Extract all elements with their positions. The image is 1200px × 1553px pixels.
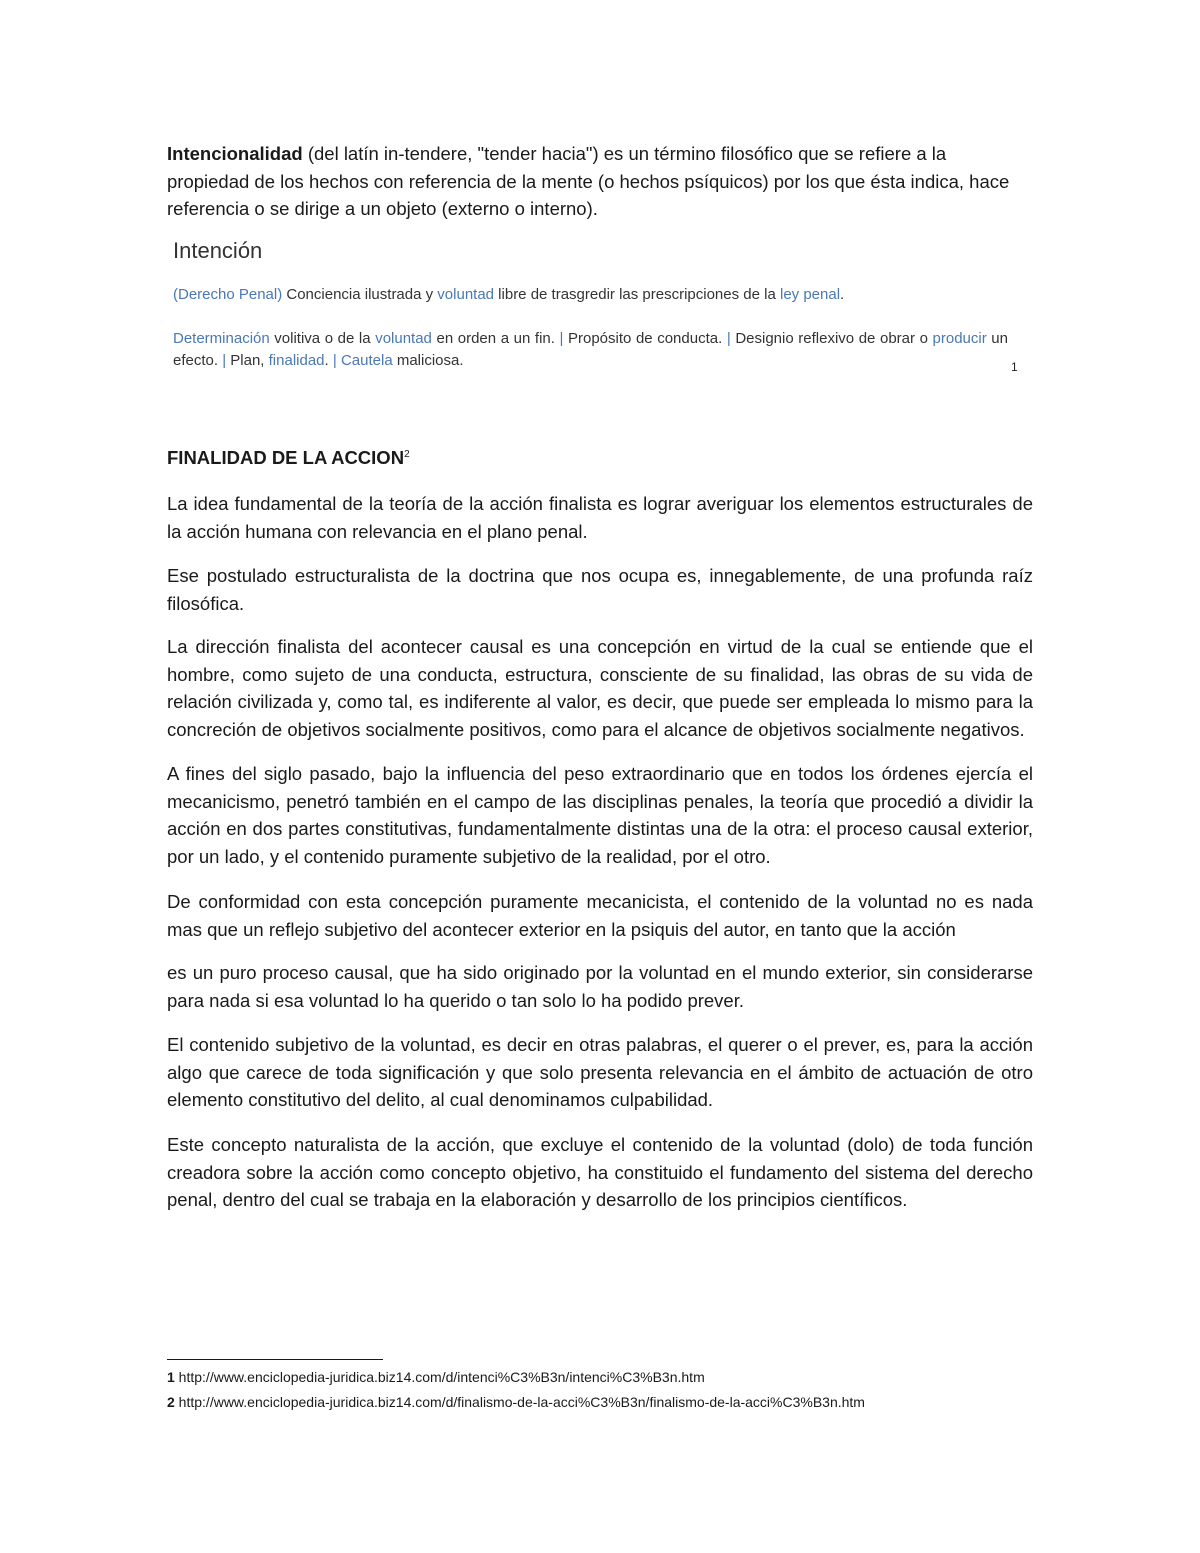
heading-text: FINALIDAD DE LA ACCION <box>167 447 405 468</box>
dictionary-definition-2 <box>173 328 1008 372</box>
footnote-link[interactable]: http://www.enciclopedia-juridica.biz14.com/d/finalismo-de-la-acci%C3%B3n/finalismo-de-la-acci%C3%B3n.htm <box>174 1394 865 1410</box>
def2-text-5: un efecto. <box>173 330 1008 369</box>
paragraph-8: Este concepto naturalista de la acción, que excluye el contenido de la voluntad (dolo) de toda función creadora sobre la acción como concepto objetivo, ha constituido el fundamento del sistema del derecho penal, dentro del cual se trabaja en la elaboración y desarrollo de los principios científicos. <box>167 1134 1033 1210</box>
link-ley-penal[interactable]: ley penal <box>779 286 841 303</box>
link-voluntad[interactable]: voluntad <box>437 286 495 303</box>
intro-text: (del latín in-tendere, "tender hacia") es un término filosófico que se refiere a la propiedad de los hechos con referencia de la mente (o hechos psíquicos) por los que ésta indica, hace referencia o se dirige a un objeto (externo o interno). <box>167 143 1010 219</box>
def2-text-2: en orden a un fin. <box>431 330 560 347</box>
def2-text-4: Designio reflexivo de obrar o <box>730 330 933 347</box>
separator: | <box>332 352 337 369</box>
link-determinacion[interactable]: Determinación <box>173 330 270 347</box>
dictionary-screenshot <box>173 238 1013 369</box>
footnote-marker-1: 1 <box>1011 360 1018 374</box>
paragraph-6: es un puro proceso causal, que ha sido originado por la voluntad en el mundo exterior, sin considerarse para nada si esa voluntad lo ha querido o tan solo lo ha podido prever. <box>167 962 1033 1011</box>
paragraph-4: A fines del siglo pasado, bajo la influencia del peso extraordinario que en todos los órdenes ejercía el mecanicismo, penetró también en el campo de las disciplinas penales, la teoría que procedió a dividir la acción en dos partes constitutivas, fundamentalmente distintas una de la otra: el proceso causal exterior, por un lado, y el contenido puramente subjetivo de la realidad, por el otro. <box>167 763 1033 867</box>
footnote-2 <box>167 1394 865 1410</box>
intro-paragraph <box>167 140 1033 223</box>
dictionary-definition-1 <box>173 284 1008 306</box>
link-derecho-penal[interactable]: (Derecho Penal) <box>173 286 283 303</box>
section-heading <box>167 447 410 469</box>
def2-text-7: . <box>324 352 333 369</box>
footnote-1 <box>167 1369 705 1385</box>
footnote-number: 2 <box>167 1394 175 1410</box>
paragraph-5: De conformidad con esta concepción puramente mecanicista, el contenido de la voluntad no es nada mas que un reflejo subjetivo del acontecer exterior en la psiquis del autor, en tanto que la acción <box>167 891 1033 940</box>
def1-text-3: . <box>840 286 845 303</box>
def2-text-6: Plan, <box>226 352 269 369</box>
paragraph-7: El contenido subjetivo de la voluntad, es decir en otras palabras, el querer o el prever, es, para la acción algo que carece de toda significación y que solo presenta relevancia en el ámbito de actuación de otro elemento constitutivo del delito, al cual denominamos culpabilidad. <box>167 1034 1033 1110</box>
def1-text-2: libre de trasgredir las prescripciones de la <box>494 286 780 303</box>
link-producir[interactable]: producir <box>932 330 987 347</box>
intro-term: Intencionalidad <box>167 143 303 164</box>
paragraph-3: La dirección finalista del acontecer causal es una concepción en virtud de la cual se entiende que el hombre, como sujeto de una conducta, estructura, consciente de su finalidad, las obras de su vida de relación civilizada y, como tal, es indiferente al valor, es decir, que puede ser empleada lo mismo para la concreción de objetivos socialmente positivos, como para el alcance de objetivos socialmente negativos. <box>167 636 1033 740</box>
separator: | <box>559 330 564 347</box>
link-finalidad[interactable]: finalidad <box>268 352 325 369</box>
def2-text-1: volitiva o de la <box>269 330 376 347</box>
separator: | <box>222 352 227 369</box>
def2-text-9: maliciosa. <box>392 352 464 369</box>
def1-text-1: Conciencia ilustrada y <box>282 286 438 303</box>
separator: | <box>726 330 731 347</box>
paragraph-2: Ese postulado estructuralista de la doctrina que nos ocupa es, innegablemente, de una profunda raíz filosófica. <box>167 565 1033 614</box>
footnote-link[interactable]: http://www.enciclopedia-juridica.biz14.com/d/intenci%C3%B3n/intenci%C3%B3n.htm <box>174 1369 705 1385</box>
link-voluntad-2[interactable]: voluntad <box>375 330 432 347</box>
footnote-marker-2: 2 <box>404 448 410 460</box>
dictionary-title: Intención <box>173 238 263 263</box>
footnote-separator <box>167 1359 383 1360</box>
footnote-number: 1 <box>167 1369 175 1385</box>
link-cautela[interactable]: Cautela <box>340 352 393 369</box>
paragraph-1: La idea fundamental de la teoría de la acción finalista es lograr averiguar los elementos estructurales de la acción humana con relevancia en el plano penal. <box>167 493 1033 542</box>
def2-text-3: Propósito de conducta. <box>563 330 727 347</box>
